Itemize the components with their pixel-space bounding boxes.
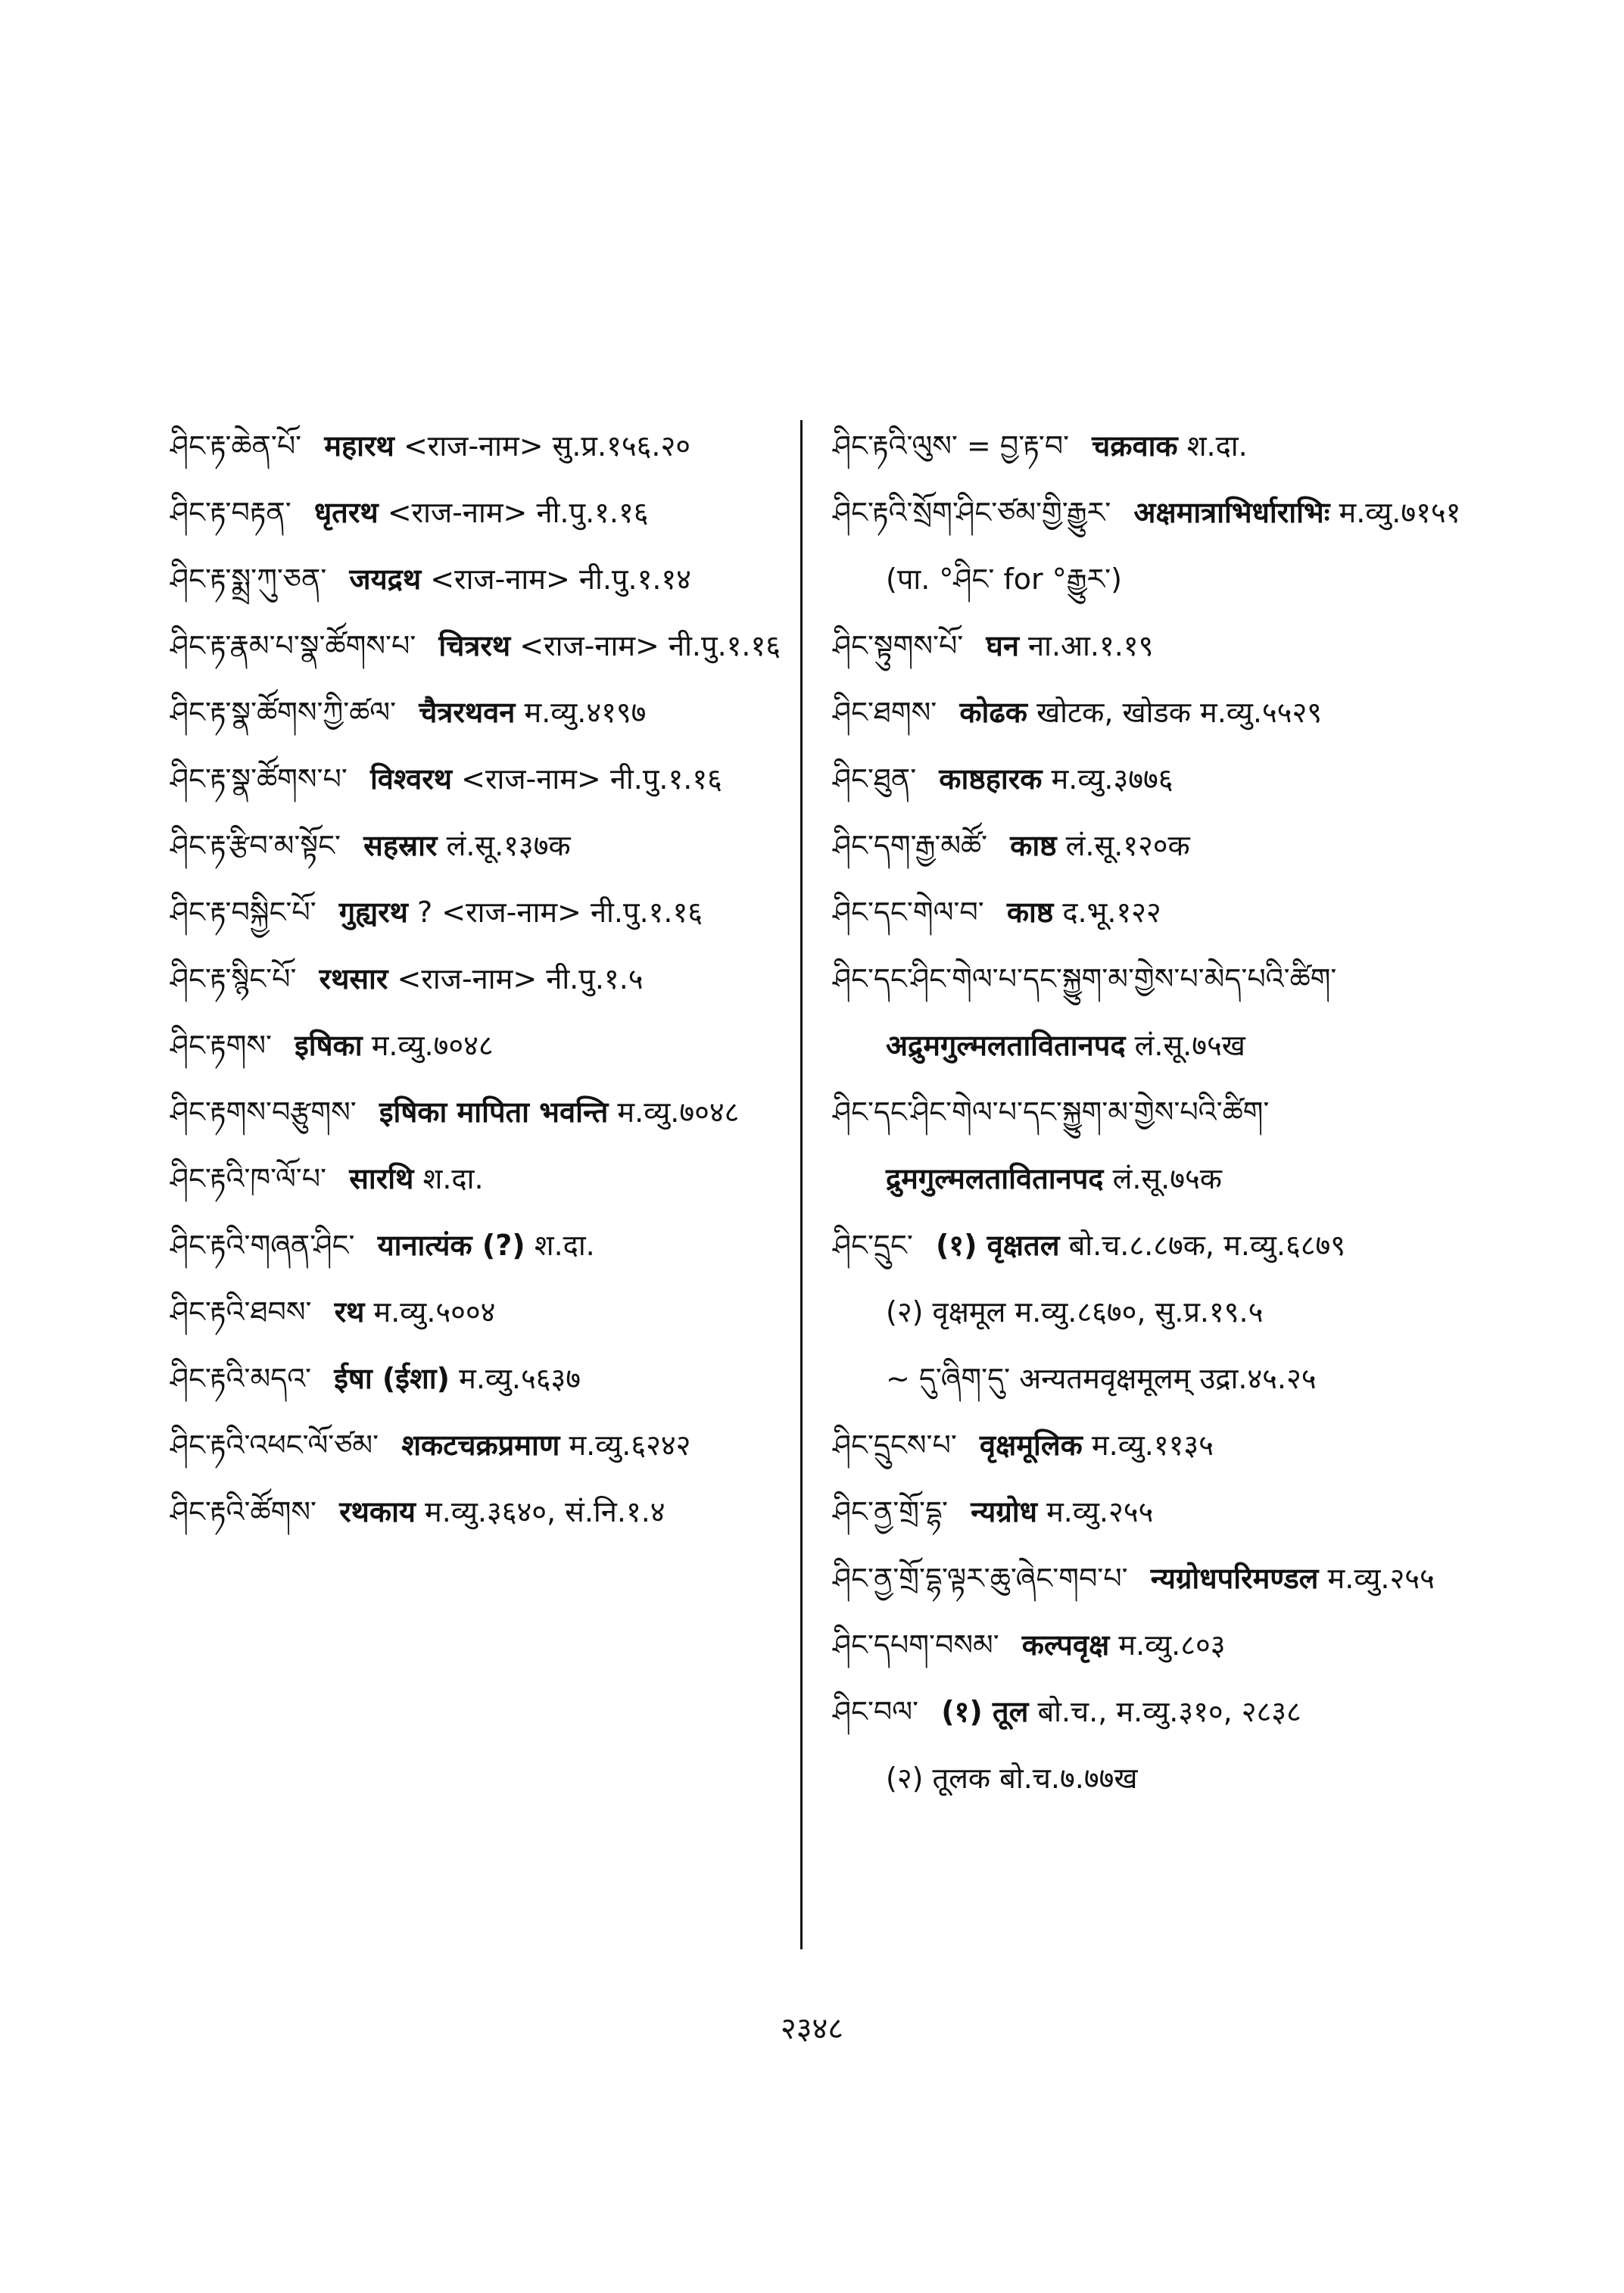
- tibetan-headword: ཤིང་རྟའི་མདའ་: [170, 1362, 312, 1395]
- reference: द.भू.१२२: [1062, 896, 1161, 929]
- sub-entry: (२) वृक्षमूल म.व्यु.८६७०, सु.प्र.१९.५: [886, 1295, 1264, 1329]
- reference: श.दा.: [1186, 429, 1248, 463]
- dictionary-entry: [833, 812, 1461, 879]
- sanskrit-gloss: काष्ठहारक: [939, 762, 1043, 796]
- tibetan-headword: ཤིང་དང་ཤིང་གེལ་པ་དང་སྐྱུག་མ་གྱེས་པའི་ཚིག་: [833, 1095, 1270, 1129]
- reference: <राज-नाम> नी.पु.१.१६: [461, 762, 722, 796]
- tibetan-headword: ཤིང་རྟའི་འཕང་ལོ་ཙམ་: [170, 1428, 379, 1462]
- dictionary-entry: [833, 1212, 1461, 1279]
- tibetan-headword: ཤིང་ནྱ་གྲོ་དྷ་: [833, 1495, 948, 1528]
- reference: ना.आ.१.१९: [1028, 629, 1154, 662]
- sanskrit-gloss: रथकाय: [339, 1495, 416, 1528]
- sanskrit-gloss: (१) तूल: [941, 1695, 1029, 1728]
- sanskrit-gloss: सारथि: [349, 1162, 414, 1195]
- sanskrit-gloss: चैत्ररथवन: [419, 696, 516, 729]
- reference: बो.च., म.व्यु.३१०, २८३८: [1037, 1695, 1301, 1728]
- left-column: [170, 413, 787, 1545]
- dictionary-entry: [170, 413, 787, 479]
- sanskrit-gloss: रथ: [334, 1295, 365, 1329]
- sanskrit-gloss: चित्ररथ: [438, 629, 511, 662]
- tibetan-headword: ཤིང་རྟ་རྩིབ་མ་སྟོང་: [170, 829, 341, 862]
- reference: लं.सू.७५ख: [1134, 1029, 1245, 1062]
- dictionary-entry: [833, 746, 1461, 812]
- reference: <राज-नाम> नी.पु.१.१६: [387, 496, 649, 529]
- reference: ? <राज-नाम> नी.पु.१.१६: [417, 896, 703, 929]
- sanskrit-gloss: धृतरथ: [313, 496, 379, 529]
- tibetan-headword: ཤིང་རྟ་བསྐྱིང་པོ་: [170, 896, 316, 929]
- tibetan-headword: ཤིང་ནྱ་གྲོ་དྷ་ལྟར་ཆུ་ཞེང་གབ་པ་: [833, 1562, 1128, 1595]
- reference: लं.सू.१२०क: [1065, 829, 1190, 862]
- dictionary-entry: [833, 1079, 1461, 1212]
- reference: <राज-नाम> सु.प्र.१५६.२०: [403, 429, 690, 463]
- sanskrit-gloss: काष्ठ: [1010, 829, 1057, 862]
- sanskrit-gloss: कल्पवृक्ष: [1021, 1628, 1110, 1662]
- reference: खोटक, खोडक म.व्यु.५५२९: [1036, 696, 1322, 729]
- reference: म.व्यु.६२४२: [569, 1428, 691, 1462]
- tibetan-headword: ཤིང་རྟགས་བརྩུགས་: [170, 1095, 357, 1129]
- sanskrit-gloss: महारथ: [324, 429, 394, 463]
- right-column: [833, 413, 1461, 1812]
- dictionary-entry: [833, 1412, 1461, 1478]
- reference: लं.सू.१३७क: [446, 829, 571, 862]
- tibetan-headword: ཤིང་ཐུན་: [833, 762, 917, 796]
- dictionary-entry: [833, 946, 1461, 1079]
- tibetan-headword: ཤིང་རྟའི་ཚོགས་: [170, 1495, 316, 1528]
- dictionary-entry: [170, 812, 787, 879]
- reference: म.व्यु.७१५१ (पा. °ཤིང་ for °རྒྱུར་): [886, 496, 1461, 596]
- dictionary-entry: [833, 679, 1461, 746]
- tibetan-headword: ཤིང་རྟའི་ལུས་ = བྱ་རྟ་བ་: [833, 429, 1070, 463]
- right-entries-b: [833, 1412, 1461, 1745]
- tibetan-headword: ཤིང་རྟའི་ཁ་ལོ་པ་: [170, 1162, 327, 1195]
- reference: म.व्यु.२५५: [1046, 1495, 1154, 1528]
- sanskrit-gloss: घन: [986, 629, 1019, 662]
- tibetan-headword: ཤིང་རྟགས་: [170, 1029, 272, 1062]
- reference: लं.सू.७५क: [1112, 1162, 1222, 1195]
- dictionary-entry: [170, 479, 787, 546]
- dictionary-entry: [833, 1545, 1461, 1612]
- tibetan-headword: ཤིང་དང་ཤིང་གེལ་པ་དང་སྐྱུག་མ་གྱེས་པ་མེད་པའི་ཚིག་: [833, 962, 1337, 995]
- tibetan-headword: ཤིང་དཔག་བསམ་: [833, 1628, 999, 1662]
- tibetan-headword: ཤིང་རྟ་སྣ་ཚོགས་པ་: [170, 762, 348, 796]
- tibetan-headword: ཤིང་རྟ་སྣ་ཚོགས་ཀྱི་ཚལ་: [170, 696, 397, 729]
- tibetan-headword: ཤིང་རྟའི་སྲོག་ཤིང་ཙམ་གྱི་རྒྱུར་: [833, 496, 1111, 529]
- reference: <राज-नाम> नी.पु.१.५: [397, 962, 644, 995]
- sanskrit-gloss: अक्षमात्राभिर्धाराभिः: [1133, 496, 1330, 529]
- reference: म.व्यु.२५५: [1327, 1562, 1435, 1595]
- sanskrit-gloss: न्यग्रोधपरिमण्डल: [1150, 1562, 1319, 1595]
- reference: म.व्यु.७०४८: [617, 1095, 740, 1129]
- sanskrit-gloss: ईषा (ईशा): [334, 1362, 450, 1395]
- sanskrit-gloss: यानात्यंक (?): [377, 1229, 525, 1262]
- dictionary-entry: [170, 612, 787, 679]
- sanskrit-gloss: जयद्रथ: [349, 562, 422, 596]
- reference: म.व्यु.८०३: [1118, 1628, 1226, 1662]
- dictionary-entry: [170, 1279, 787, 1345]
- dictionary-entry: [833, 612, 1461, 679]
- dictionary-entry: [833, 879, 1461, 946]
- reference: म.व्यु.७०४८: [371, 1029, 494, 1062]
- reference: म.व्यु.३७७६: [1051, 762, 1174, 796]
- dictionary-entry: [170, 1079, 787, 1145]
- reference: <राज-नाम> नी.पु.१.१६: [519, 629, 781, 662]
- tibetan-headword: ཤིང་རྟ་ཆེན་པོ་: [170, 429, 302, 463]
- dictionary-entry: [170, 1012, 787, 1079]
- dictionary-entry: [833, 1478, 1461, 1545]
- dictionary-entry: [170, 1345, 787, 1412]
- sub-entry: ~ དུ་ཞིག་དུ་ अन्यतमवृक्षमूलम् उद्रा.४५.२५: [886, 1362, 1317, 1395]
- dictionary-entry: [833, 413, 1461, 479]
- dictionary-entry: [170, 746, 787, 812]
- sub-entry: (२) तूलक बो.च.७.७७ख: [886, 1762, 1138, 1795]
- reference: श.दा.: [422, 1162, 484, 1195]
- reference: म.व्यु.३६४०, सं.नि.१.४: [425, 1495, 665, 1528]
- tibetan-headword: ཤིང་དྲུངས་པ་: [833, 1428, 957, 1462]
- tibetan-headword: ཤིང་རྟའི་ཐབས་: [170, 1295, 312, 1329]
- dictionary-entry: [170, 1412, 787, 1478]
- sanskrit-gloss: चक्रवाक: [1092, 429, 1178, 463]
- sanskrit-gloss: अद्रुमगुल्मलतावितानपद: [886, 1029, 1126, 1062]
- sanskrit-gloss: न्यग्रोध: [971, 1495, 1037, 1528]
- tibetan-headword: ཤིང་དང་གེལ་བ་: [833, 896, 984, 929]
- dictionary-entry: [170, 546, 787, 612]
- sanskrit-gloss: रथसार: [319, 962, 388, 995]
- column-divider: [800, 420, 803, 1949]
- dictionary-entry: [170, 1145, 787, 1212]
- tibetan-headword: ཤིང་རྟ་རྣམ་པ་སྣ་ཚོགས་པ་: [170, 629, 416, 662]
- tibetan-headword: ཤིང་དྲུང་: [833, 1229, 913, 1262]
- dictionary-entry: [170, 879, 787, 946]
- reference: म.व्यु.५००४: [373, 1295, 496, 1329]
- reference: म.व्यु.११३५: [1091, 1428, 1214, 1462]
- dictionary-entry: [170, 1212, 787, 1279]
- dictionary-entry: [833, 1612, 1461, 1678]
- reference: म.व्यु.४१९७: [524, 696, 647, 729]
- sanskrit-gloss: कोढक: [959, 696, 1027, 729]
- right-entries-a: [833, 413, 1461, 1279]
- sanskrit-gloss: सहस्रार: [363, 829, 438, 862]
- reference: श.दा.: [534, 1229, 595, 1262]
- reference: <राज-नाम> नी.पु.१.१४: [430, 562, 691, 596]
- tibetan-headword: ཤིང་རྟའི་གཞན་ཤིང་: [170, 1229, 355, 1262]
- dictionary-entry: [170, 946, 787, 1012]
- dictionary-entry: [170, 1478, 787, 1545]
- reference: बो.च.८.८७क, म.व्यु.६८७९: [1068, 1229, 1346, 1262]
- tibetan-headword: ཤིང་ཐགས་: [833, 696, 937, 729]
- tibetan-headword: ཤིང་རྟ་བརྟན་: [170, 496, 291, 529]
- reference: म.व्यु.५६३७: [459, 1362, 581, 1395]
- sanskrit-gloss: (१) वृक्षतल: [935, 1229, 1060, 1262]
- sanskrit-gloss: शकटचक्रप्रमाण: [401, 1428, 560, 1462]
- sanskrit-gloss: इषिका मापिता भवन्ति: [379, 1095, 609, 1129]
- tibetan-headword: ཤིང་རྟ་སྙིང་པོ་: [170, 962, 297, 995]
- sanskrit-gloss: इषिका: [295, 1029, 363, 1062]
- sanskrit-gloss: विश्वरथ: [369, 762, 453, 796]
- tibetan-headword: ཤིང་དག་རྒྱ་མཚོ་: [833, 829, 988, 862]
- dictionary-entry: [833, 1678, 1461, 1745]
- sanskrit-gloss: गुह्यरथ: [338, 896, 408, 929]
- dictionary-entry: [833, 479, 1461, 612]
- tibetan-headword: ཤིང་རྟ་སྨྲ་ཀུ་ཅན་: [170, 562, 327, 596]
- tibetan-headword: ཤིང་བལ་: [833, 1695, 919, 1728]
- dictionary-entry: [170, 679, 787, 746]
- page-number: २३४८: [780, 2011, 844, 2046]
- sanskrit-gloss: काष्ठ: [1006, 896, 1054, 929]
- sanskrit-gloss: वृक्षमूलिक: [979, 1428, 1083, 1462]
- sanskrit-gloss: द्रुमगुल्मलतावितानपद: [886, 1162, 1104, 1195]
- tibetan-headword: ཤིང་སྟུགས་པོ་: [833, 629, 964, 662]
